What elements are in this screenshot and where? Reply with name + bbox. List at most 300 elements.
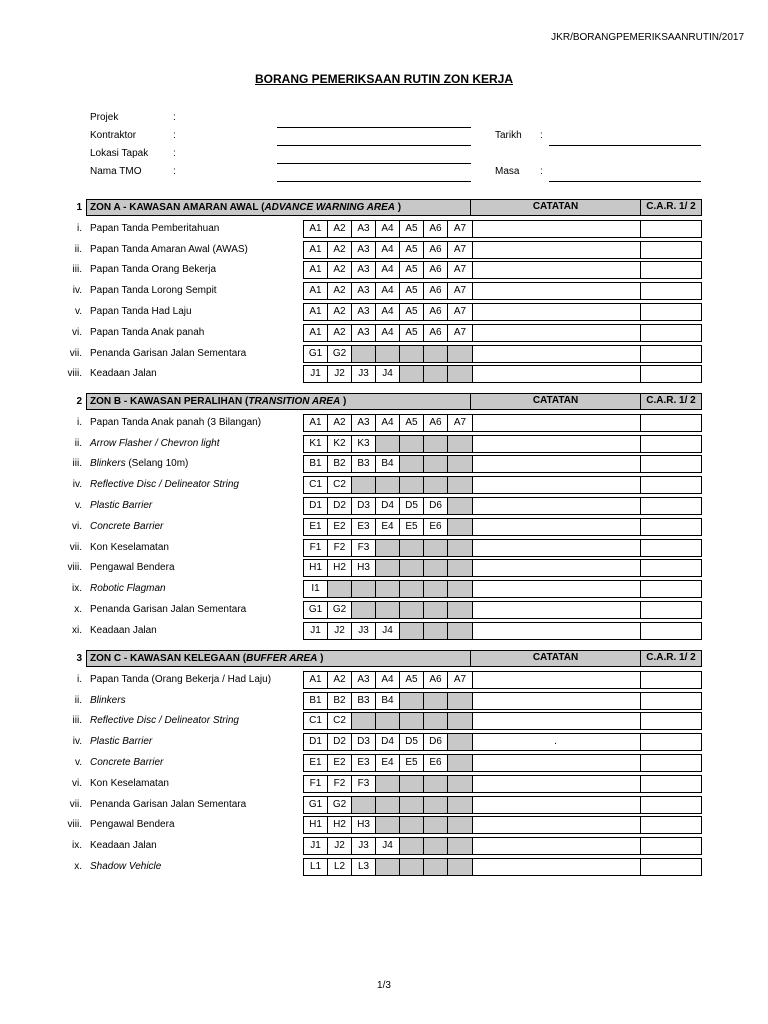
zone-title-english: BUFFER AREA xyxy=(246,653,318,664)
code-checkbox[interactable]: F1 xyxy=(304,776,328,792)
catatan-cell[interactable] xyxy=(471,858,641,876)
car-cell[interactable] xyxy=(641,303,702,321)
code-checkbox[interactable]: G2 xyxy=(328,797,352,813)
catatan-cell[interactable] xyxy=(471,622,641,640)
code-checkbox[interactable]: E5 xyxy=(400,519,424,535)
car-cell[interactable] xyxy=(641,754,702,772)
catatan-cell[interactable] xyxy=(471,303,641,321)
code-checkbox[interactable]: A3 xyxy=(352,415,376,431)
checklist-row xyxy=(60,691,702,712)
code-checkbox[interactable]: F2 xyxy=(328,540,352,556)
code-checkbox[interactable]: C2 xyxy=(328,713,352,729)
code-checkbox[interactable]: B2 xyxy=(328,693,352,709)
item-label xyxy=(90,583,166,594)
car-cell[interactable] xyxy=(641,733,702,751)
row-number: x. xyxy=(74,603,82,615)
zone-number: 2 xyxy=(76,396,82,407)
code-checkbox[interactable]: A6 xyxy=(424,415,448,431)
catatan-cell[interactable] xyxy=(471,712,641,730)
item-label-text: Blinkers xyxy=(90,458,126,470)
row-number: iv. xyxy=(72,736,82,748)
code-checkbox[interactable]: H1 xyxy=(304,560,328,576)
code-checkbox[interactable]: A4 xyxy=(376,304,400,320)
item-label xyxy=(90,799,246,810)
code-checkbox[interactable]: E2 xyxy=(328,519,352,535)
code-checkbox[interactable]: A3 xyxy=(352,221,376,237)
item-label-text: Pengawal Bendera xyxy=(90,562,175,574)
code-checkbox[interactable]: A4 xyxy=(376,221,400,237)
code-checkbox[interactable]: D2 xyxy=(328,734,352,750)
code-blank-cell xyxy=(448,581,472,597)
code-checkbox[interactable]: B4 xyxy=(376,456,400,472)
code-checkbox[interactable]: J3 xyxy=(352,623,376,639)
item-label-text: Penanda Garisan Jalan Sementara xyxy=(90,798,247,810)
code-checkbox[interactable]: A6 xyxy=(424,221,448,237)
car-cell[interactable] xyxy=(641,365,702,383)
checklist-row xyxy=(60,364,702,385)
code-checkbox[interactable]: F2 xyxy=(328,776,352,792)
catatan-cell[interactable] xyxy=(471,601,641,619)
code-checkbox[interactable]: A2 xyxy=(328,221,352,237)
code-checkbox[interactable]: F1 xyxy=(304,540,328,556)
header-field-label: Nama TMO xyxy=(90,166,142,177)
code-blank-cell xyxy=(376,817,400,833)
header-field-colon: : xyxy=(173,166,176,177)
code-checkbox[interactable]: A5 xyxy=(400,672,424,688)
code-blank-cell xyxy=(400,776,424,792)
catatan-cell[interactable] xyxy=(471,345,641,363)
code-checkbox[interactable]: A7 xyxy=(453,243,467,255)
code-checkbox[interactable]: A7 xyxy=(453,222,467,234)
zone-title-english: ADVANCE WARNING AREA xyxy=(264,202,395,213)
code-checkbox[interactable]: E4 xyxy=(376,519,400,535)
code-checkbox[interactable]: G1 xyxy=(304,797,328,813)
code-checkbox[interactable]: A5 xyxy=(400,242,424,258)
header-field-input-line[interactable] xyxy=(277,116,471,128)
row-number: i. xyxy=(77,673,82,685)
code-checkbox[interactable]: J1 xyxy=(304,838,328,854)
catatan-cell[interactable] xyxy=(471,539,641,557)
code-blank-cell xyxy=(400,623,424,639)
code-checkbox[interactable]: A1 xyxy=(304,304,328,320)
code-boxes xyxy=(303,282,473,300)
code-checkbox[interactable]: B3 xyxy=(352,693,376,709)
code-checkbox[interactable]: A1 xyxy=(304,672,328,688)
code-checkbox[interactable]: D5 xyxy=(400,734,424,750)
header-field-label: Kontraktor xyxy=(90,130,137,141)
car-cell[interactable] xyxy=(641,518,702,536)
car-cell[interactable] xyxy=(641,796,702,814)
code-boxes xyxy=(303,580,473,598)
code-checkbox[interactable]: A2 xyxy=(328,304,352,320)
code-boxes xyxy=(303,365,473,383)
item-label xyxy=(90,223,219,234)
code-checkbox[interactable]: F3 xyxy=(352,776,376,792)
code-blank-cell xyxy=(352,346,376,362)
code-checkbox[interactable]: G2 xyxy=(328,346,352,362)
item-label-text: Papan Tanda Amaran Awal (AWAS) xyxy=(90,243,248,255)
code-checkbox[interactable]: A4 xyxy=(376,283,400,299)
item-label-text: Penanda Garisan Jalan Sementara xyxy=(90,347,247,359)
zone-title-prefix: ZON B - KAWASAN PERALIHAN ( xyxy=(90,396,249,407)
zone-header-row xyxy=(60,392,702,413)
code-checkbox[interactable]: L1 xyxy=(304,859,328,875)
catatan-cell[interactable] xyxy=(471,220,641,238)
car-cell[interactable] xyxy=(641,601,702,619)
code-checkbox[interactable]: K3 xyxy=(352,436,376,452)
catatan-cell[interactable] xyxy=(471,671,641,689)
catatan-cell[interactable] xyxy=(471,365,641,383)
code-checkbox[interactable]: A6 xyxy=(424,325,448,341)
zone-number: 1 xyxy=(76,202,82,213)
code-boxes xyxy=(303,796,473,814)
code-checkbox[interactable]: J4 xyxy=(376,838,400,854)
code-checkbox[interactable]: G1 xyxy=(304,346,328,362)
code-checkbox[interactable]: J2 xyxy=(328,838,352,854)
catatan-cell[interactable] xyxy=(471,435,641,453)
code-checkbox[interactable]: F3 xyxy=(352,540,376,556)
item-label xyxy=(90,458,188,469)
zone-number: 3 xyxy=(76,653,82,664)
code-checkbox[interactable]: C1 xyxy=(304,713,328,729)
code-checkbox[interactable]: D6 xyxy=(424,498,448,514)
catatan-cell[interactable] xyxy=(471,476,641,494)
row-number: ii. xyxy=(74,437,82,449)
code-checkbox[interactable]: B4 xyxy=(376,693,400,709)
code-checkbox[interactable]: A6 xyxy=(424,242,448,258)
car-cell[interactable] xyxy=(641,455,702,473)
catatan-cell[interactable] xyxy=(471,261,641,279)
header-field-input-line[interactable] xyxy=(277,152,471,164)
code-blank-cell xyxy=(424,581,448,597)
code-checkbox[interactable]: D1 xyxy=(304,734,328,750)
code-checkbox[interactable]: A1 xyxy=(304,262,328,278)
code-checkbox[interactable]: A4 xyxy=(376,672,400,688)
code-checkbox[interactable]: A2 xyxy=(328,283,352,299)
code-checkbox[interactable]: H2 xyxy=(328,560,352,576)
item-label-text: Blinkers xyxy=(90,694,126,706)
code-checkbox[interactable]: A7 xyxy=(453,673,467,685)
item-label-text: Robotic Flagman xyxy=(90,583,166,595)
car-cell[interactable] xyxy=(641,261,702,279)
car-cell[interactable] xyxy=(641,220,702,238)
catatan-cell[interactable] xyxy=(471,241,641,259)
catatan-cell[interactable] xyxy=(471,518,641,536)
code-checkbox[interactable]: A4 xyxy=(376,242,400,258)
code-checkbox[interactable]: D4 xyxy=(376,498,400,514)
code-checkbox[interactable]: B1 xyxy=(304,693,328,709)
car-cell[interactable] xyxy=(641,622,702,640)
header-field-label: Tarikh xyxy=(495,130,522,141)
checklist-row xyxy=(60,344,702,365)
code-checkbox[interactable]: D3 xyxy=(352,734,376,750)
car-cell[interactable] xyxy=(641,324,702,342)
code-blank-cell xyxy=(424,477,448,493)
item-label xyxy=(90,542,169,553)
code-checkbox[interactable]: D6 xyxy=(424,734,448,750)
code-blank-cell xyxy=(448,456,472,472)
code-blank-cell xyxy=(448,776,472,792)
catatan-cell[interactable] xyxy=(471,324,641,342)
code-checkbox[interactable]: A7 xyxy=(453,285,467,297)
car-cell[interactable] xyxy=(641,671,702,689)
code-blank-cell xyxy=(376,560,400,576)
item-label-text: Papan Tanda (Orang Bekerja / Had Laju) xyxy=(90,673,272,685)
code-checkbox[interactable]: A6 xyxy=(424,672,448,688)
catatan-cell[interactable]: . xyxy=(471,733,641,751)
code-checkbox[interactable]: A6 xyxy=(424,283,448,299)
code-boxes xyxy=(303,733,473,751)
header-field-label: Lokasi Tapak xyxy=(90,148,149,159)
code-checkbox[interactable]: A2 xyxy=(328,325,352,341)
code-checkbox[interactable]: A5 xyxy=(400,283,424,299)
code-checkbox[interactable]: D2 xyxy=(328,498,352,514)
car-cell[interactable] xyxy=(641,345,702,363)
code-blank-cell xyxy=(352,797,376,813)
code-checkbox[interactable]: J4 xyxy=(376,366,400,382)
code-checkbox[interactable]: K1 xyxy=(304,436,328,452)
code-blank-cell xyxy=(448,693,472,709)
code-checkbox[interactable]: A3 xyxy=(352,304,376,320)
code-checkbox[interactable]: A2 xyxy=(328,415,352,431)
item-label-text: Concrete Barrier xyxy=(90,520,164,532)
code-blank-cell xyxy=(448,797,472,813)
catatan-cell[interactable] xyxy=(471,559,641,577)
car-cell[interactable] xyxy=(641,712,702,730)
checklist-row xyxy=(60,670,702,691)
item-label xyxy=(90,778,169,789)
code-checkbox[interactable]: E4 xyxy=(376,755,400,771)
code-checkbox[interactable]: A7 xyxy=(453,264,467,276)
code-blank-cell xyxy=(352,602,376,618)
item-label xyxy=(90,674,271,685)
code-boxes xyxy=(303,241,473,259)
zone-section xyxy=(60,392,702,642)
item-label xyxy=(90,244,248,255)
code-checkbox[interactable]: A6 xyxy=(424,304,448,320)
item-label-text: Keadaan Jalan xyxy=(90,624,157,636)
code-checkbox[interactable]: B1 xyxy=(304,456,328,472)
row-number: vii. xyxy=(69,798,82,810)
car-cell[interactable] xyxy=(641,241,702,259)
code-checkbox[interactable]: A3 xyxy=(352,242,376,258)
code-checkbox[interactable]: A5 xyxy=(400,221,424,237)
checklist-row xyxy=(60,413,702,434)
item-label-text: Plastic Barrier xyxy=(90,736,153,748)
code-checkbox[interactable]: D5 xyxy=(400,498,424,514)
catatan-cell[interactable] xyxy=(471,455,641,473)
code-checkbox[interactable]: J2 xyxy=(328,366,352,382)
code-checkbox[interactable]: A4 xyxy=(376,325,400,341)
row-number: vii. xyxy=(69,541,82,553)
item-label xyxy=(90,625,157,636)
code-blank-cell xyxy=(448,838,472,854)
code-checkbox[interactable]: E6 xyxy=(424,519,448,535)
code-checkbox[interactable]: L2 xyxy=(328,859,352,875)
zone-title-band xyxy=(86,393,471,410)
code-checkbox[interactable]: B3 xyxy=(352,456,376,472)
catatan-cell[interactable] xyxy=(471,282,641,300)
catatan-cell[interactable] xyxy=(471,497,641,515)
code-boxes xyxy=(303,775,473,793)
catatan-cell[interactable] xyxy=(471,754,641,772)
car-cell[interactable] xyxy=(641,559,702,577)
car-cell[interactable] xyxy=(641,837,702,855)
item-label xyxy=(90,306,192,317)
code-checkbox[interactable]: A3 xyxy=(352,325,376,341)
zone-title-prefix: ZON C - KAWASAN KELEGAAN ( xyxy=(90,653,247,664)
catatan-cell[interactable] xyxy=(471,775,641,793)
code-checkbox[interactable]: A4 xyxy=(376,262,400,278)
row-number: x. xyxy=(74,860,82,872)
code-checkbox[interactable]: A1 xyxy=(304,283,328,299)
code-boxes xyxy=(303,345,473,363)
code-blank-cell xyxy=(424,560,448,576)
item-label xyxy=(90,368,157,379)
item-label xyxy=(90,715,239,726)
code-checkbox[interactable]: J2 xyxy=(328,623,352,639)
car-cell[interactable] xyxy=(641,858,702,876)
code-checkbox[interactable]: G2 xyxy=(328,602,352,618)
code-checkbox[interactable]: A6 xyxy=(424,262,448,278)
code-checkbox[interactable]: A5 xyxy=(400,304,424,320)
code-blank-cell xyxy=(400,713,424,729)
car-cell[interactable] xyxy=(641,775,702,793)
checklist-row xyxy=(60,260,702,281)
code-checkbox[interactable]: G1 xyxy=(304,602,328,618)
code-blank-cell xyxy=(448,477,472,493)
catatan-cell[interactable] xyxy=(471,692,641,710)
catatan-cell[interactable] xyxy=(471,414,641,432)
header-field-input-line[interactable] xyxy=(549,134,701,146)
header-field-input-line[interactable] xyxy=(277,134,471,146)
code-checkbox[interactable]: I1 xyxy=(304,581,328,597)
code-checkbox[interactable]: K2 xyxy=(328,436,352,452)
header-field-input-line[interactable] xyxy=(277,170,471,182)
code-checkbox[interactable]: J1 xyxy=(304,623,328,639)
car-cell[interactable] xyxy=(641,282,702,300)
checklist-row xyxy=(60,323,702,344)
code-blank-cell xyxy=(376,713,400,729)
car-cell[interactable] xyxy=(641,816,702,834)
code-checkbox[interactable]: A3 xyxy=(352,672,376,688)
code-checkbox[interactable]: E3 xyxy=(352,755,376,771)
item-label-text: Papan Tanda Pemberitahuan xyxy=(90,222,220,234)
code-checkbox[interactable]: A2 xyxy=(328,672,352,688)
code-checkbox[interactable]: A2 xyxy=(328,262,352,278)
code-blank-cell xyxy=(424,623,448,639)
code-checkbox[interactable]: H2 xyxy=(328,817,352,833)
code-blank-cell xyxy=(328,581,352,597)
item-label xyxy=(90,479,239,490)
code-blank-cell xyxy=(424,602,448,618)
code-checkbox[interactable]: A5 xyxy=(400,325,424,341)
item-label-text: Plastic Barrier xyxy=(90,499,153,511)
code-blank-cell xyxy=(376,477,400,493)
checklist-row xyxy=(60,795,702,816)
car-cell[interactable] xyxy=(641,435,702,453)
code-checkbox[interactable]: L3 xyxy=(352,859,376,875)
code-checkbox[interactable]: D1 xyxy=(304,498,328,514)
catatan-cell[interactable] xyxy=(471,837,641,855)
car-cell[interactable] xyxy=(641,497,702,515)
code-checkbox[interactable]: E1 xyxy=(304,755,328,771)
zone-title-band xyxy=(86,199,471,216)
code-checkbox[interactable]: J3 xyxy=(352,366,376,382)
item-label-text: Kon Keselamatan xyxy=(90,541,169,553)
item-label xyxy=(90,819,175,830)
code-blank-cell xyxy=(424,797,448,813)
code-boxes xyxy=(303,455,473,473)
code-blank-cell xyxy=(376,581,400,597)
code-checkbox[interactable]: E5 xyxy=(400,755,424,771)
item-label-text: Reflective Disc / Delineator String xyxy=(90,715,239,727)
code-blank-cell xyxy=(400,456,424,472)
code-blank-cell xyxy=(448,817,472,833)
code-checkbox[interactable]: A3 xyxy=(352,283,376,299)
checklist-row xyxy=(60,281,702,302)
code-checkbox[interactable]: E1 xyxy=(304,519,328,535)
code-checkbox[interactable]: A5 xyxy=(400,415,424,431)
car-cell[interactable] xyxy=(641,580,702,598)
code-checkbox[interactable]: H1 xyxy=(304,817,328,833)
item-label xyxy=(90,861,161,872)
car-cell[interactable] xyxy=(641,539,702,557)
code-checkbox[interactable]: E6 xyxy=(424,755,448,771)
code-checkbox[interactable]: A1 xyxy=(304,415,328,431)
code-checkbox[interactable]: E3 xyxy=(352,519,376,535)
car-cell[interactable] xyxy=(641,692,702,710)
code-checkbox[interactable]: A7 xyxy=(453,326,467,338)
header-field-label: Projek xyxy=(90,112,119,123)
catatan-cell[interactable] xyxy=(471,816,641,834)
car-cell[interactable] xyxy=(641,476,702,494)
code-checkbox[interactable]: C2 xyxy=(328,477,352,493)
row-number: vi. xyxy=(72,520,82,532)
code-checkbox[interactable]: A3 xyxy=(352,262,376,278)
code-checkbox[interactable]: E2 xyxy=(328,755,352,771)
code-checkbox[interactable]: A7 xyxy=(453,416,467,428)
code-checkbox[interactable]: D3 xyxy=(352,498,376,514)
code-checkbox[interactable]: J1 xyxy=(304,366,328,382)
catatan-cell[interactable] xyxy=(471,580,641,598)
code-checkbox[interactable]: A7 xyxy=(453,305,467,317)
code-checkbox[interactable]: A5 xyxy=(400,262,424,278)
code-boxes xyxy=(303,476,473,494)
code-checkbox[interactable]: H3 xyxy=(352,817,376,833)
code-checkbox[interactable]: A2 xyxy=(328,242,352,258)
code-checkbox[interactable]: J4 xyxy=(376,623,400,639)
row-number: iv. xyxy=(72,285,82,297)
code-checkbox[interactable]: A1 xyxy=(304,242,328,258)
car-cell[interactable] xyxy=(641,414,702,432)
zone-title xyxy=(90,202,401,213)
code-checkbox[interactable]: H3 xyxy=(352,560,376,576)
header-field-colon: : xyxy=(173,148,176,159)
catatan-column-header: CATATAN xyxy=(471,393,641,410)
code-checkbox[interactable]: C1 xyxy=(304,477,328,493)
header-field-input-line[interactable] xyxy=(549,170,701,182)
form-title-text: BORANG PEMERIKSAAN RUTIN ZON KERJA xyxy=(254,72,513,86)
row-number: ii. xyxy=(74,243,82,255)
code-checkbox[interactable]: J3 xyxy=(352,838,376,854)
code-checkbox[interactable]: A1 xyxy=(304,325,328,341)
catatan-cell[interactable] xyxy=(471,796,641,814)
code-checkbox[interactable]: A1 xyxy=(304,221,328,237)
code-checkbox[interactable]: D4 xyxy=(376,734,400,750)
code-checkbox[interactable]: B2 xyxy=(328,456,352,472)
code-checkbox[interactable]: A4 xyxy=(376,415,400,431)
